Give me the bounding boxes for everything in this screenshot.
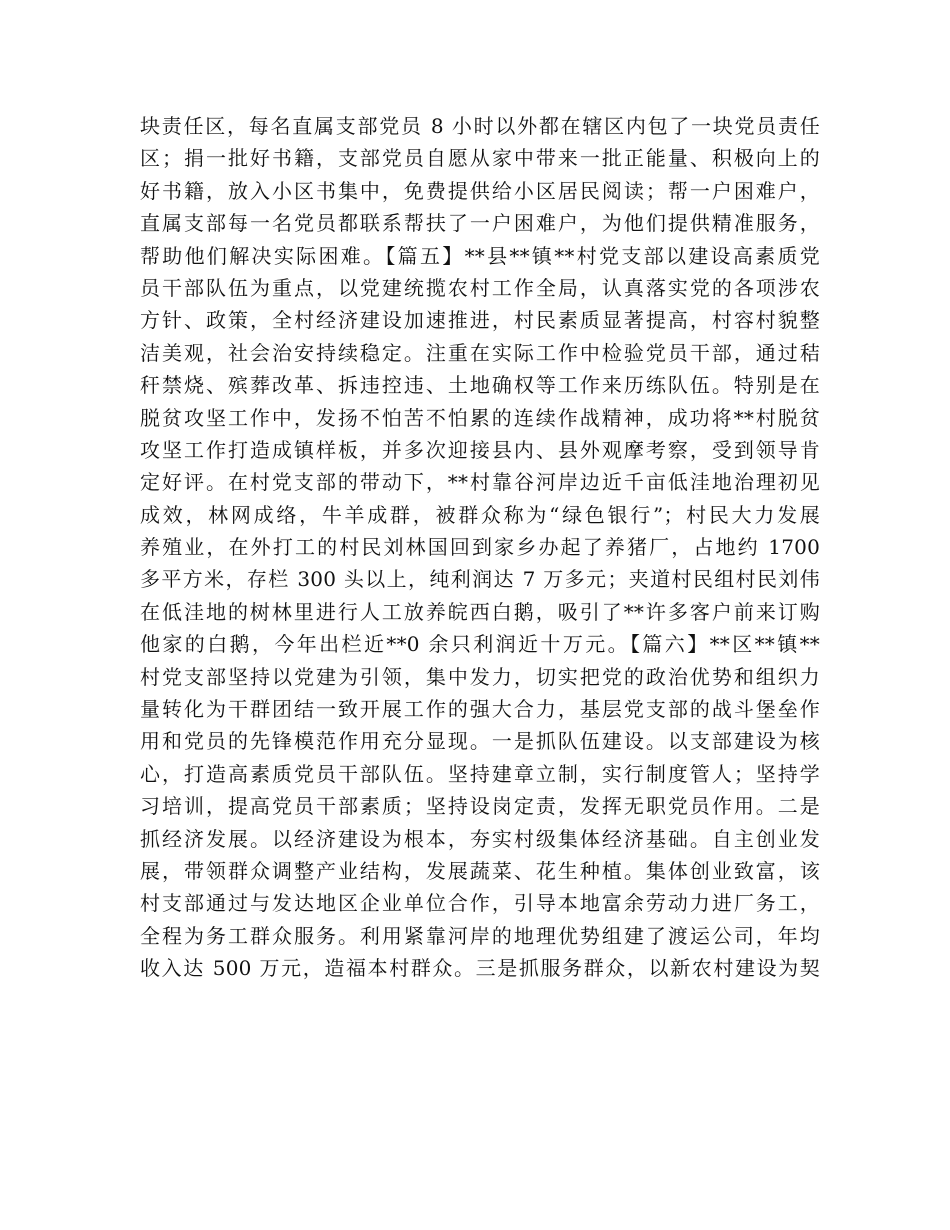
text-line: 洁美观，社会治安持续稳定。注重在实际工作中检验党员干部，通过秸 (140, 340, 820, 365)
text-line: 直属支部每一名党员都联系帮扶了一户困难户，为他们提供精准服务， (140, 211, 820, 236)
body-text (140, 110, 820, 985)
text-line: 在低洼地的树林里进行人工放养皖西白鹅，吸引了**许多客户前来订购 (140, 599, 820, 624)
text-line: 习培训，提高党员干部素质；坚持设岗定责，发挥无职党员作用。二是 (140, 794, 820, 819)
text-line: 他家的白鹅，今年出栏近**0 余只利润近十万元。【篇六】**区**镇** (140, 632, 820, 657)
text-line: 好书籍，放入小区书集中，免费提供给小区居民阅读；帮一户困难户， (140, 178, 820, 203)
text-line: 村支部通过与发达地区企业单位合作，引导本地富余劳动力进厂务工， (140, 891, 820, 916)
text-line: 心，打造高素质党员干部队伍。坚持建章立制，实行制度管人；坚持学 (140, 761, 820, 786)
text-line: 块责任区，每名直属支部党员 8 小时以外都在辖区内包了一块党员责任 (140, 114, 820, 138)
text-line: 收入达 500 万元，造福本村群众。三是抓服务群众，以新农村建设为契 (140, 956, 820, 981)
text-line: 定好评。在村党支部的带动下，**村靠谷河岸边近千亩低洼地治理初见 (140, 470, 820, 495)
text-line: 脱贫攻坚工作中，发扬不怕苦不怕累的连续作战精神，成功将**村脱贫 (140, 405, 820, 430)
text-line: 全程为务工群众服务。利用紧靠河岸的地理优势组建了渡运公司，年均 (140, 923, 820, 948)
text-line: 展，带领群众调整产业结构，发展蔬菜、花生种植。集体创业致富，该 (140, 858, 820, 883)
text-line: 多平方米，存栏 300 头以上，纯利润达 7 万多元；夹道村民组村民刘伟 (140, 567, 820, 592)
text-line: 用和党员的先锋模范作用充分显现。一是抓队伍建设。以支部建设为核 (140, 729, 820, 754)
text-line: 员干部队伍为重点，以党建统揽农村工作全局，认真落实党的各项涉农 (140, 275, 820, 300)
text-line: 村党支部坚持以党建为引领，集中发力，切实把党的政治优势和组织力 (140, 664, 820, 689)
text-line: 攻坚工作打造成镇样板，并多次迎接县内、县外观摩考察，受到领导肯 (140, 437, 820, 462)
text-line: 量转化为干群团结一致开展工作的强大合力，基层党支部的战斗堡垒作 (140, 697, 820, 722)
text-line: 成效，林网成络，牛羊成群，被群众称为“绿色银行”；村民大力发展 (140, 502, 820, 527)
text-line: 区；捐一批好书籍，支部党员自愿从家中带来一批正能量、积极向上的 (140, 146, 820, 171)
text-line: 秆禁烧、殡葬改革、拆违控违、土地确权等工作来历练队伍。特别是在 (140, 373, 820, 398)
text-line: 帮助他们解决实际困难。【篇五】**县**镇**村党支部以建设高素质党 (140, 243, 820, 268)
text-line: 方针、政策，全村经济建设加速推进，村民素质显著提高，村容村貌整 (140, 308, 820, 333)
text-line: 养殖业，在外打工的村民刘林国回到家乡办起了养猪厂，占地约 1700 (140, 535, 820, 560)
text-line: 抓经济发展。以经济建设为根本，夯实村级集体经济基础。自主创业发 (140, 826, 820, 851)
